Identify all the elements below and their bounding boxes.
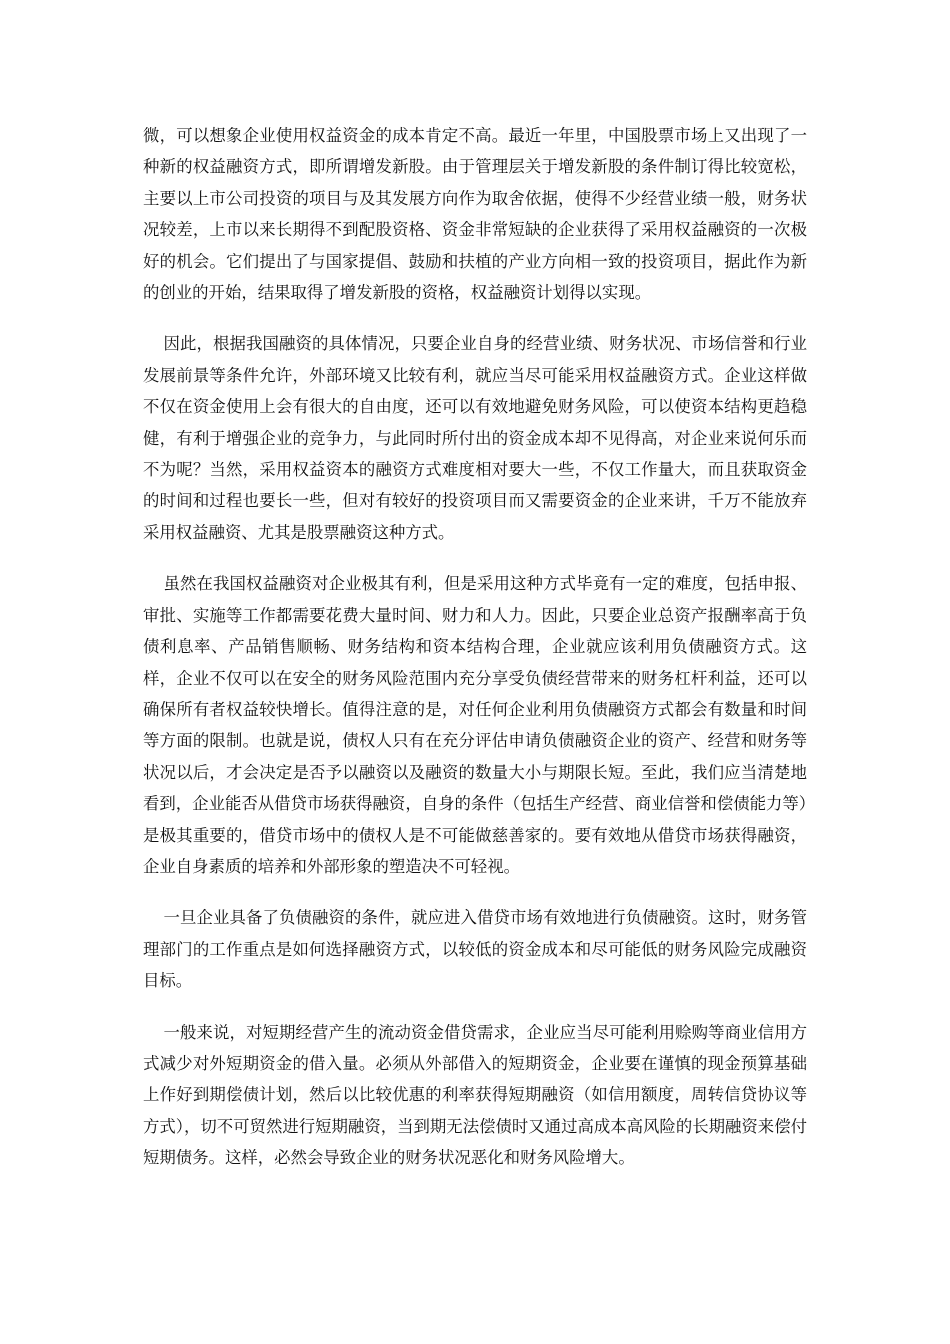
document-body (143, 120, 807, 1194)
paragraph-3: 虽然在我国权益融资对企业极其有利，但是采用这种方式毕竟有一定的难度，包括申报、审批、实施等工作都需要花费大量时间、财力和人力。因此，只要企业总资产报酬率高于负债利息率、产品销售顺畅、财务结构和资本结构合理，企业就应该利用负债融资方式。这样，企业不仅可以在安全的财务风险范围内充分享受负债经营带来的财务杠杆利益，还可以确保所有者权益较快增长。值得注意的是，对任何企业利用负债融资方式都会有数量和时间等方面的限制。也就是说，债权人只有在充分评估申请负债融资企业的资产、经营和财务等状况以后，才会决定是否予以融资以及融资的数量大小与期限长短。至此，我们应当清楚地看到，企业能否从借贷市场获得融资，自身的条件（包括生产经营、商业信誉和偿债能力等）是极其重要的，借贷市场中的债权人是不可能做慈善家的。要有效地从借贷市场获得融资，企业自身素质的培养和外部形象的塑造决不可轻视。 (143, 574, 807, 876)
paragraph-2: 因此，根据我国融资的具体情况，只要企业自身的经营业绩、财务状况、市场信誉和行业发展前景等条件允许，外部环境又比较有利，就应当尽可能采用权益融资方式。企业这样做不仅在资金使用上会有很大的自由度，还可以有效地避免财务风险，可以使资本结构更趋稳健，有利于增强企业的竞争力，与此同时所付出的资金成本却不见得高，对企业来说何乐而不为呢？当然，采用权益资本的融资方式难度相对要大一些，不仅工作量大，而且获取资金的时间和过程也要长一些，但对有较好的投资项目而又需要资金的企业来讲，千万不能放弃采用权益融资、尤其是股票融资这种方式。 (143, 334, 807, 542)
paragraph-5: 一般来说，对短期经营产生的流动资金借贷需求，企业应当尽可能利用赊购等商业信用方式减少对外短期资金的借入量。必须从外部借入的短期资金，企业要在谨慎的现金预算基础上作好到期偿债计划，然后以比较优惠的利率获得短期融资（如信用额度，周转信贷协议等方式），切不可贸然进行短期融资，当到期无法偿债时又通过高成本高风险的长期融资来偿付短期债务。这样，必然会导致企业的财务状况恶化和财务风险增大。 (143, 1022, 807, 1168)
paragraph-1: 微，可以想象企业使用权益资金的成本肯定不高。最近一年里，中国股票市场上又出现了一种新的权益融资方式，即所谓增发新股。由于管理层关于增发新股的条件制订得比较宽松，主要以上市公司投资的项目与及其发展方向作为取舍依据，使得不少经营业绩一般，财务状况较差，上市以来长期得不到配股资格、资金非常短缺的企业获得了采用权益融资的一次极好的机会。它们提出了与国家提倡、鼓励和扶植的产业方向相一致的投资项目，据此作为新的创业的开始，结果取得了增发新股的资格，权益融资计划得以实现。 (143, 126, 807, 303)
paragraph-4: 一旦企业具备了负债融资的条件，就应进入借贷市场有效地进行负债融资。这时，财务管理部门的工作重点是如何选择融资方式，以较低的资金成本和尽可能低的财务风险完成融资目标。 (143, 908, 807, 991)
